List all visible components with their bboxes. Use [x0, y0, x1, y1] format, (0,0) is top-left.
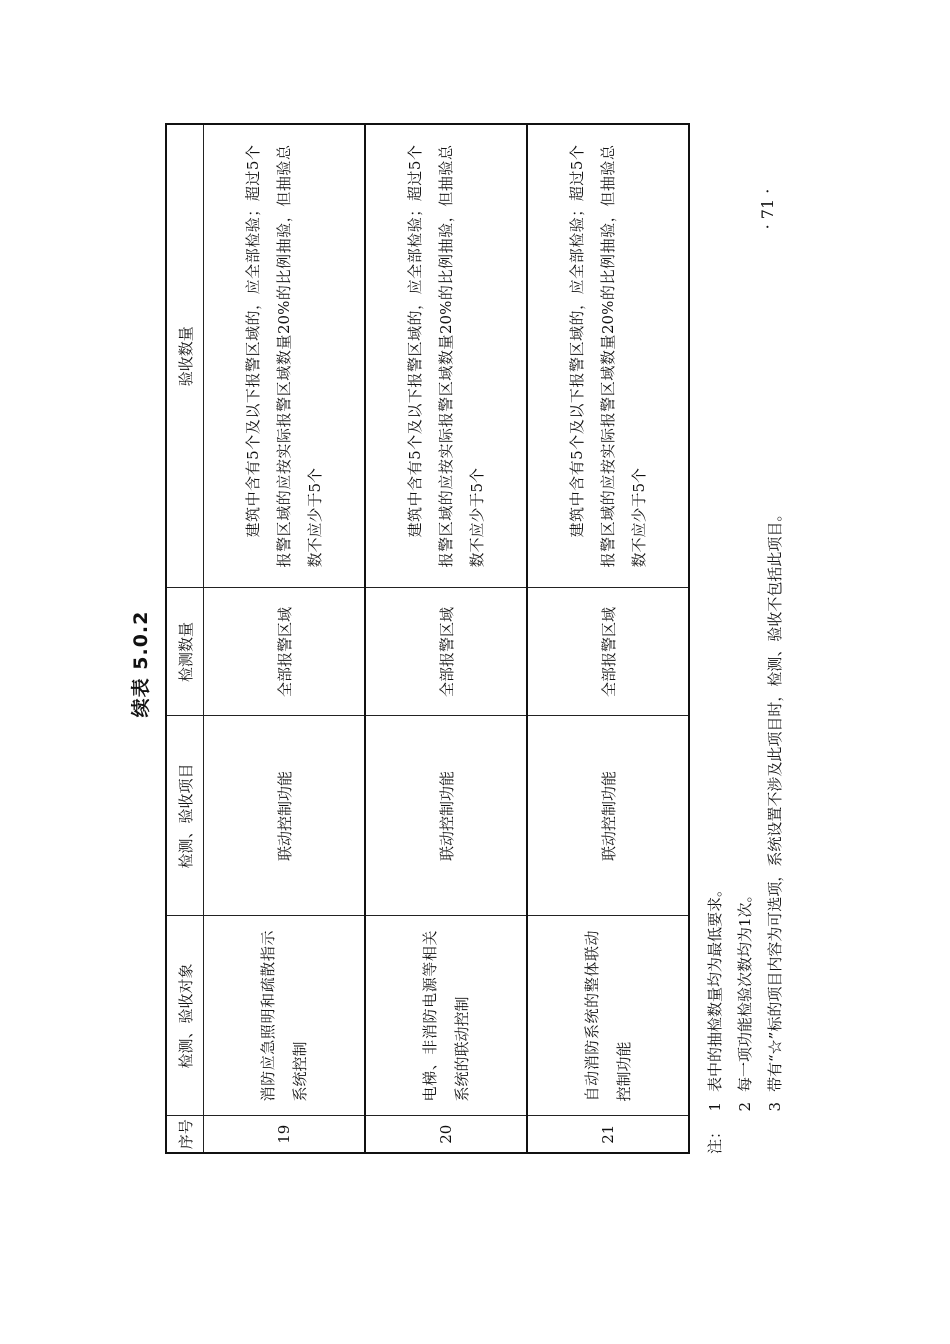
table-row [527, 124, 689, 1153]
row-object-text: 电梯、非消防电源等相关系统的联动控制 [421, 930, 471, 1102]
notes-label: 注： [706, 1123, 724, 1154]
note-number: 2 [736, 1102, 754, 1112]
row-accept-qty-text: 建筑中含有5个及以下报警区域的，应全部检验；超过5个报警区域的应按实际报警区域数量20%的比例抽验，但抽验总数不应少于5个 [405, 145, 486, 568]
note-number: 1 [706, 1102, 724, 1112]
row-number: 19 [204, 1116, 366, 1153]
note-line [700, 114, 730, 1154]
row-number: 20 [365, 1116, 527, 1153]
page-number: · 71 · [758, 188, 777, 230]
row-accept-qty-text: 建筑中含有5个及以下报警区域的，应全部检验；超过5个报警区域的应按实际报警区域数量20%的比例抽验，但抽验总数不应少于5个 [243, 145, 324, 568]
row-object-text: 自动消防系统的整体联动控制功能 [583, 930, 633, 1102]
row-accept-qty-text: 建筑中含有5个及以下报警区域的，应全部检验；超过5个报警区域的应按实际报警区域数量20%的比例抽验，但抽验总数不应少于5个 [567, 145, 648, 568]
row-accept-qty [527, 124, 689, 588]
header-test-qty: 检测数量 [166, 588, 204, 716]
row-item: 联动控制功能 [365, 716, 527, 916]
row-test-qty: 全部报警区域 [365, 588, 527, 716]
row-object-text: 消防应急照明和疏散指示系统控制 [259, 930, 309, 1102]
header-item: 检测、验收项目 [166, 716, 204, 916]
note-number: 3 [766, 1102, 784, 1112]
note-text: 带有“☆”标的项目内容为可选项，系统设置不涉及此项目时，检测、验收不包括此项目。 [766, 506, 784, 1092]
note-line [730, 114, 760, 1154]
row-test-qty: 全部报警区域 [527, 588, 689, 716]
row-accept-qty [204, 124, 366, 588]
inspection-table [165, 123, 690, 1154]
row-object [365, 916, 527, 1116]
row-object [204, 916, 366, 1116]
row-item: 联动控制功能 [527, 716, 689, 916]
row-accept-qty [365, 124, 527, 588]
table-title: 续表 5.0.2 [130, 610, 152, 718]
row-number: 21 [527, 1116, 689, 1153]
table-notes [700, 114, 790, 1154]
table-row [365, 124, 527, 1153]
table-header-row [166, 124, 204, 1153]
note-line [760, 114, 790, 1154]
row-object [527, 916, 689, 1116]
note-text: 每一项功能检验次数均为1次。 [736, 887, 754, 1092]
header-no: 序号 [166, 1116, 204, 1153]
table-row [204, 124, 366, 1153]
note-text: 表中的抽检数量均为最低要求。 [706, 881, 724, 1092]
header-object: 检测、验收对象 [166, 916, 204, 1116]
header-accept-qty: 验收数量 [166, 124, 204, 588]
row-test-qty: 全部报警区域 [204, 588, 366, 716]
row-item: 联动控制功能 [204, 716, 366, 916]
